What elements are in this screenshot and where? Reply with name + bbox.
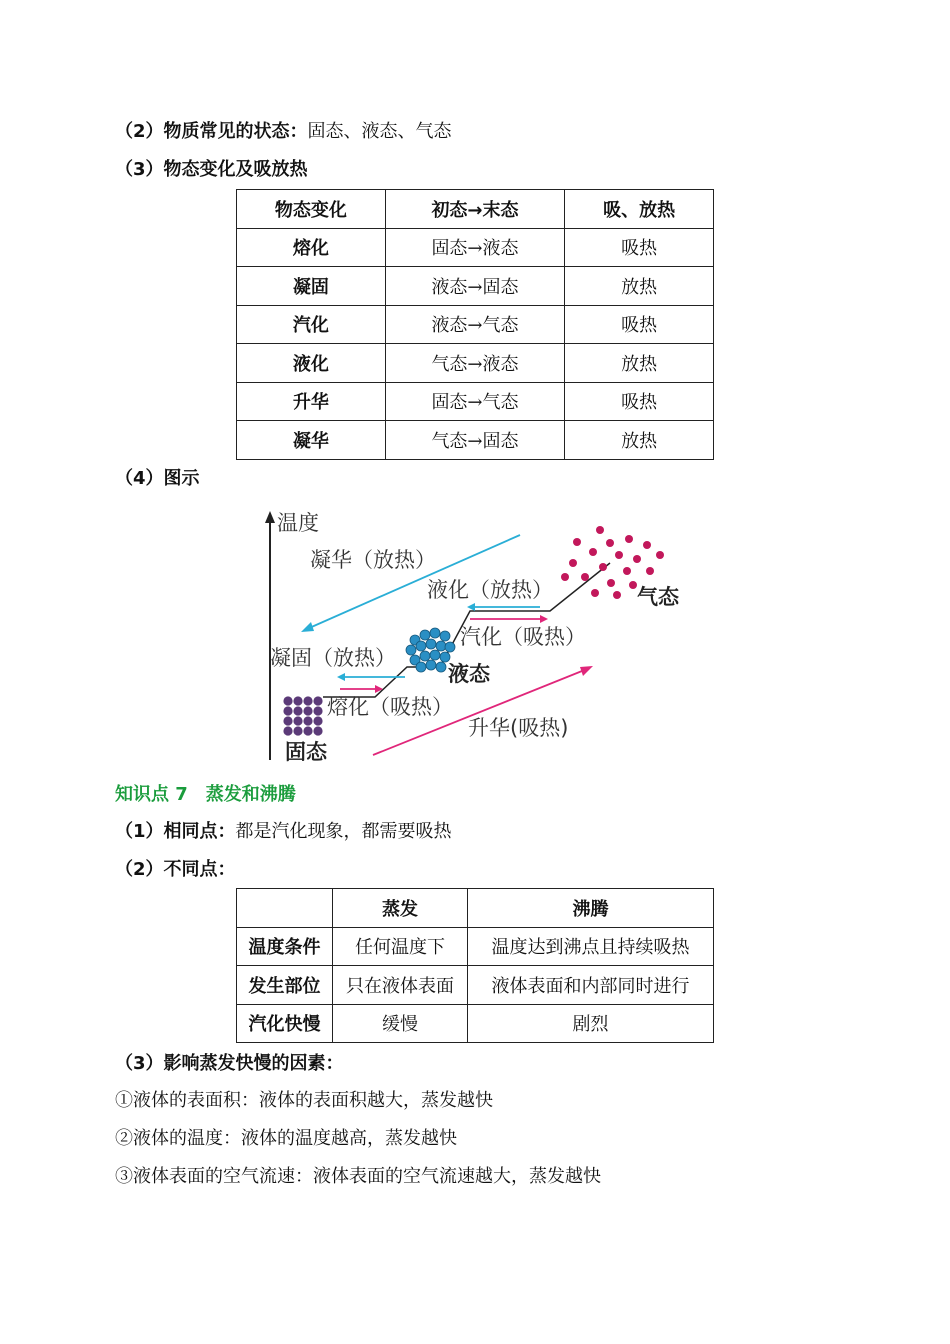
sublimation-arrowhead-icon <box>580 666 593 676</box>
table-row <box>237 382 714 421</box>
table-row <box>237 267 714 306</box>
solidifying-label: 凝固（放热） <box>270 646 396 670</box>
table-cell: 汽化 <box>237 305 386 344</box>
melting-label: 熔化（吸热） <box>327 695 453 719</box>
melting-arrowhead-icon <box>375 685 383 693</box>
deposition-arrowhead-icon <box>301 622 314 632</box>
table-cell: 固态→液态 <box>385 228 565 267</box>
knowledge-title: 知识点 7 蒸发和沸腾 <box>115 784 296 805</box>
table-row <box>237 421 714 460</box>
sublimation-label: 升华(吸热) <box>468 716 569 740</box>
same-label: （1）相同点： <box>115 821 236 842</box>
table-cell: 发生部位 <box>237 966 333 1005</box>
table-header-row <box>237 889 714 928</box>
figure-heading: （4）图示 <box>115 468 200 489</box>
header-cell <box>237 889 333 928</box>
states-line <box>115 120 452 144</box>
table-cell: 凝华 <box>237 421 386 460</box>
table-cell: 凝固 <box>237 267 386 306</box>
table-cell: 任何温度下 <box>333 927 468 966</box>
table-cell: 只在液体表面 <box>333 966 468 1005</box>
table-cell: 气态→固态 <box>385 421 565 460</box>
liquefying-label: 液化（放热） <box>427 578 553 602</box>
axis-label: 温度 <box>277 511 319 535</box>
same-value: 都是汽化现象，都需要吸热 <box>235 821 452 842</box>
table-cell: 液体表面和内部同时进行 <box>468 966 714 1005</box>
table-cell: 液化 <box>237 344 386 383</box>
states-value: 固态、液态、气态 <box>307 121 452 142</box>
table-cell: 温度条件 <box>237 927 333 966</box>
state-change-diagram <box>255 505 695 765</box>
table-cell: 固态→气态 <box>385 382 565 421</box>
table-cell: 升华 <box>237 382 386 421</box>
change-heading: （3）物态变化及吸放热 <box>115 159 308 180</box>
table-row <box>237 1004 714 1043</box>
table-cell: 熔化 <box>237 228 386 267</box>
table-cell: 吸热 <box>565 228 714 267</box>
solidifying-arrowhead-icon <box>337 673 345 681</box>
factor-item: ①液体的表面积：液体的表面积越大，蒸发越快 <box>115 1090 493 1111</box>
table-row <box>237 927 714 966</box>
liquefying-arrowhead-icon <box>467 603 475 611</box>
evaporation-boiling-table <box>236 888 714 1043</box>
diff-heading: （2）不同点： <box>115 859 236 880</box>
table-row <box>237 228 714 267</box>
table-cell: 缓慢 <box>333 1004 468 1043</box>
header-cell: 初态→末态 <box>385 190 565 229</box>
factor-item: ③液体表面的空气流速：液体表面的空气流速越大，蒸发越快 <box>115 1166 601 1187</box>
solid-label: 固态 <box>285 740 327 764</box>
table-cell: 液态→气态 <box>385 305 565 344</box>
factor-item: ②液体的温度：液体的温度越高，蒸发越快 <box>115 1128 457 1149</box>
table-cell: 液态→固态 <box>385 267 565 306</box>
table-cell: 温度达到沸点且持续吸热 <box>468 927 714 966</box>
gas-label: 气态 <box>637 585 679 609</box>
same-line <box>115 820 452 844</box>
states-label: （2）物质常见的状态： <box>115 121 308 142</box>
axis-arrow-icon <box>265 511 275 523</box>
header-cell: 吸、放热 <box>565 190 714 229</box>
table-cell: 放热 <box>565 421 714 460</box>
header-cell: 蒸发 <box>333 889 468 928</box>
header-cell: 物态变化 <box>237 190 386 229</box>
table-cell: 气态→液态 <box>385 344 565 383</box>
table-header-row <box>237 190 714 229</box>
table-row <box>237 966 714 1005</box>
vaporizing-label: 汽化（吸热） <box>460 625 586 649</box>
liquid-label: 液态 <box>448 662 490 686</box>
table-row <box>237 344 714 383</box>
table-cell: 吸热 <box>565 305 714 344</box>
state-change-table <box>236 189 714 460</box>
solid-particles <box>283 696 322 735</box>
table-cell: 放热 <box>565 267 714 306</box>
table-cell: 吸热 <box>565 382 714 421</box>
table-row <box>237 305 714 344</box>
header-cell: 沸腾 <box>468 889 714 928</box>
vaporizing-arrowhead-icon <box>540 615 548 623</box>
table-cell: 放热 <box>565 344 714 383</box>
deposition-label: 凝华（放热） <box>310 548 436 572</box>
factors-heading: （3）影响蒸发快慢的因素： <box>115 1053 344 1074</box>
table-cell: 汽化快慢 <box>237 1004 333 1043</box>
table-cell: 剧烈 <box>468 1004 714 1043</box>
